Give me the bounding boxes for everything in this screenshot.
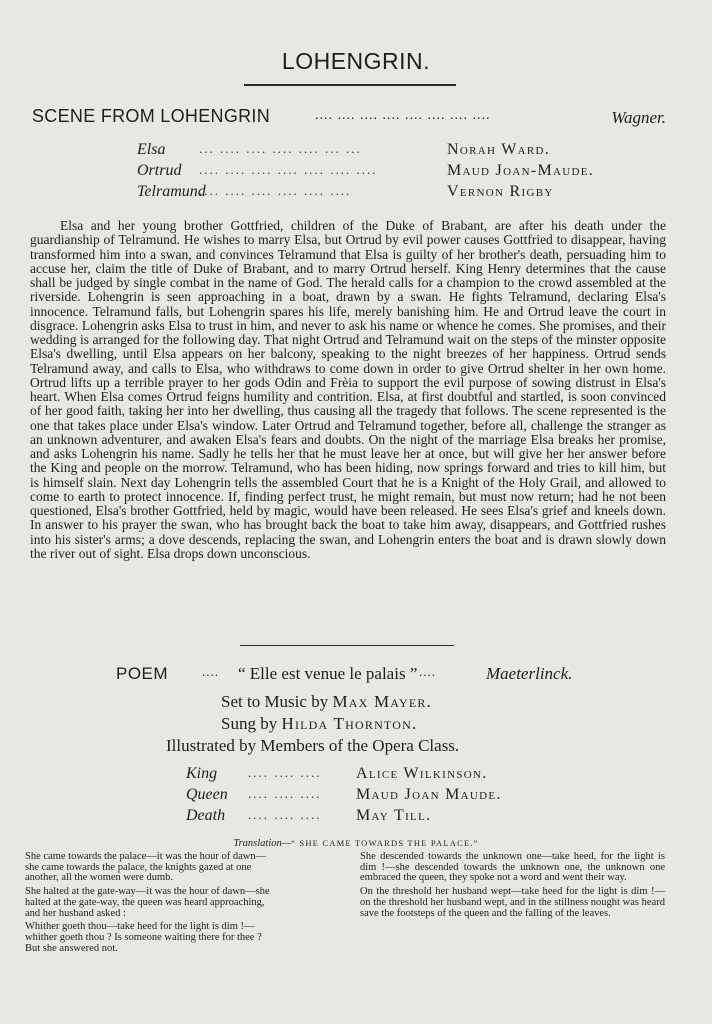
page-title: LOHENGRIN. <box>281 48 431 74</box>
translation-right-column <box>360 852 665 922</box>
poem-cast-leader-dots: .... .... .... <box>248 765 322 780</box>
music-credit-prefix: Set to Music by <box>221 692 329 711</box>
poem-cast-actor: May Till. <box>356 807 432 824</box>
poem-cast-row <box>186 786 526 807</box>
cast-actor: Norah Ward. <box>447 141 551 158</box>
illustrated-credit: Illustrated by Members of the Opera Class. <box>166 736 460 755</box>
cast-leader-dots: ... .... .... .... .... ... ... <box>199 141 362 156</box>
title-rule <box>244 84 456 86</box>
singer-credit-name: Hilda Thornton. <box>281 714 418 733</box>
cast-row <box>137 141 607 162</box>
poem-title: “ Elle est venue le palais ” <box>238 664 418 683</box>
cast-actor: Maud Joan-Maude. <box>447 162 595 179</box>
scene-title: SCENE FROM LOHENGRIN <box>32 106 271 126</box>
cast-actor: Vernon Rigby <box>447 183 554 200</box>
scene-composer: Wagner. <box>611 108 666 127</box>
translation-label: Translation— <box>233 838 292 849</box>
translation-heading <box>0 838 712 849</box>
section-divider <box>240 645 454 646</box>
poem-cast-leader-dots: .... .... .... <box>248 786 322 801</box>
music-credit-name: Max Mayer. <box>332 692 433 711</box>
poem-cast-list <box>186 765 526 828</box>
poem-author: Maeterlinck. <box>486 664 573 683</box>
translation-left-column <box>25 852 335 957</box>
music-credit <box>221 692 432 712</box>
synopsis-paragraph: Elsa and her young brother Gottfried, children of the Duke of Brabant, are after his death under the guardianship of Telramund. He wishes to marry Elsa, but Ortrud by evil power causes Gottfried to disappear, having transformed him into a swan, and convinces Telramund that Elsa is guilty of her brother's death, persuading him to accuse her, claim the title of Duke of Brabant, and to marry Ortrud herself. King Henry determines that the cause shall be judged by single combat in the name of God. The herald calls for a champion to the crowd assembled at the riverside. Lohengrin is seen approaching in a boat, drawn by a swan. He fights Telramund, declaring Elsa's innocence. Telramund falls, but Lohengrin spares his life, merely banishing him. He and Ortrud leave the court in disgrace. Lohengrin asks Elsa to trust in him, and never to ask his name or whence he comes. She promises, and their wedding is arranged for the following day. That night Ortrud and Telramund wait on the steps of the minster opposite Elsa's dwelling, until Elsa appears on her balcony, speaking to the night breezes of her happiness. Ortrud sends Telramund away, and calls to Elsa, who withdraws to come down in order to give Ortrud shelter in her own home. Ortrud lifts up a terrible prayer to her gods Odin and Frèia to support the evil purpose of sowing distrust in Elsa's heart. When Elsa comes Ortrud feigns humility and contrition. Elsa, at first doubtful and startled, is soon convinced of her good faith, taking her into her dwelling, thus causing all the tragedy that follows. The scene represented is the one that takes place under Elsa's window. Later Ortrud and Telramund together, before all, challenge the stranger as an unknown adventurer, and awaken Elsa's fears and doubts. On the night of the marriage Elsa breaks her promise, and asks Lohengrin his name. Sadly he tells her that he must leave her at once, but will give her her answer before the King and people on the morrow. Telramund, who has been hiding, now springs forward and tries to kill him, but is himself slain. Next day Lohengrin tells the assembled Court that he is a Knight of the Holy Grail, and allowed to come to earth to protect innocence. If, finding perfect trust, he might remain, but must now return; had he not been questioned, Elsa's brother Gottfried, held by magic, would have been released. He sees Elsa's grief and kneels down. In answer to his prayer the swan, who has brought back the boat to take him away, disappears, and Gottfried rushes into his sister's arms; a dove descends, replacing the swan, and Lohengrin enters the boat and is drawn slowly down the river out of sight. Elsa drops down unconscious. <box>30 218 666 561</box>
translation-stanza: She came towards the palace—it was the hour of dawn— she came towards the palace, the knights gazed at one another, all the women were dumb. <box>25 851 267 884</box>
poem-cast-role: Death <box>186 807 226 824</box>
poem-label: POEM <box>116 664 169 683</box>
translation-stanza: Whither goeth thou—take heed for the light is dim !— whither goeth thou ? Is someone waiting there for thee ? But she answered not. <box>25 921 262 954</box>
scene-heading <box>32 106 666 130</box>
poem-cast-leader-dots: .... .... .... <box>248 807 322 822</box>
cast-leader-dots: .... .... .... .... .... .... .... <box>199 162 378 177</box>
translation-stanza: She halted at the gate-way—it was the hour of dawn—she halted at the gate-way, the queen was heard approaching, and her husband asked : <box>25 886 270 919</box>
cast-role: Telramund <box>137 183 206 200</box>
poem-cast-actor: Maud Joan Maude. <box>356 786 502 803</box>
poem-cast-role: King <box>186 765 218 782</box>
poem-leader-dots: .... <box>419 664 436 679</box>
cast-row <box>137 162 607 183</box>
cast-role: Ortrud <box>137 162 182 179</box>
cast-role: Elsa <box>137 141 166 158</box>
poem-cast-row <box>186 807 526 828</box>
translation-stanza: She descended towards the unknown one—take heed, for the light is dim !—she descended towards the unknown one, the unknown one embraced the queen, they spoke not a word and went their way. <box>360 851 665 884</box>
cast-row <box>137 183 607 204</box>
cast-leader-dots: .... .... .... .... .... .... <box>199 183 352 198</box>
poem-cast-row <box>186 765 526 786</box>
poem-cast-role: Queen <box>186 786 228 803</box>
poem-cast-actor: Alice Wilkinson. <box>356 765 488 782</box>
scene-cast-list <box>137 141 607 204</box>
poem-leader-dots: .... <box>202 664 219 679</box>
singer-credit-prefix: Sung by <box>221 714 278 733</box>
translation-stanza: On the threshold her husband wept—take heed for the light is dim !—on the threshold her husband wept, and in the stillness nought was heard save the footsteps of the queen and the falling of the leaves. <box>360 886 665 919</box>
singer-credit <box>221 714 417 734</box>
scene-leader-dots: .... .... .... .... .... .... .... .... <box>315 108 491 123</box>
translation-caption: “ SHE CAME TOWARDS THE PALACE.” <box>291 838 479 848</box>
